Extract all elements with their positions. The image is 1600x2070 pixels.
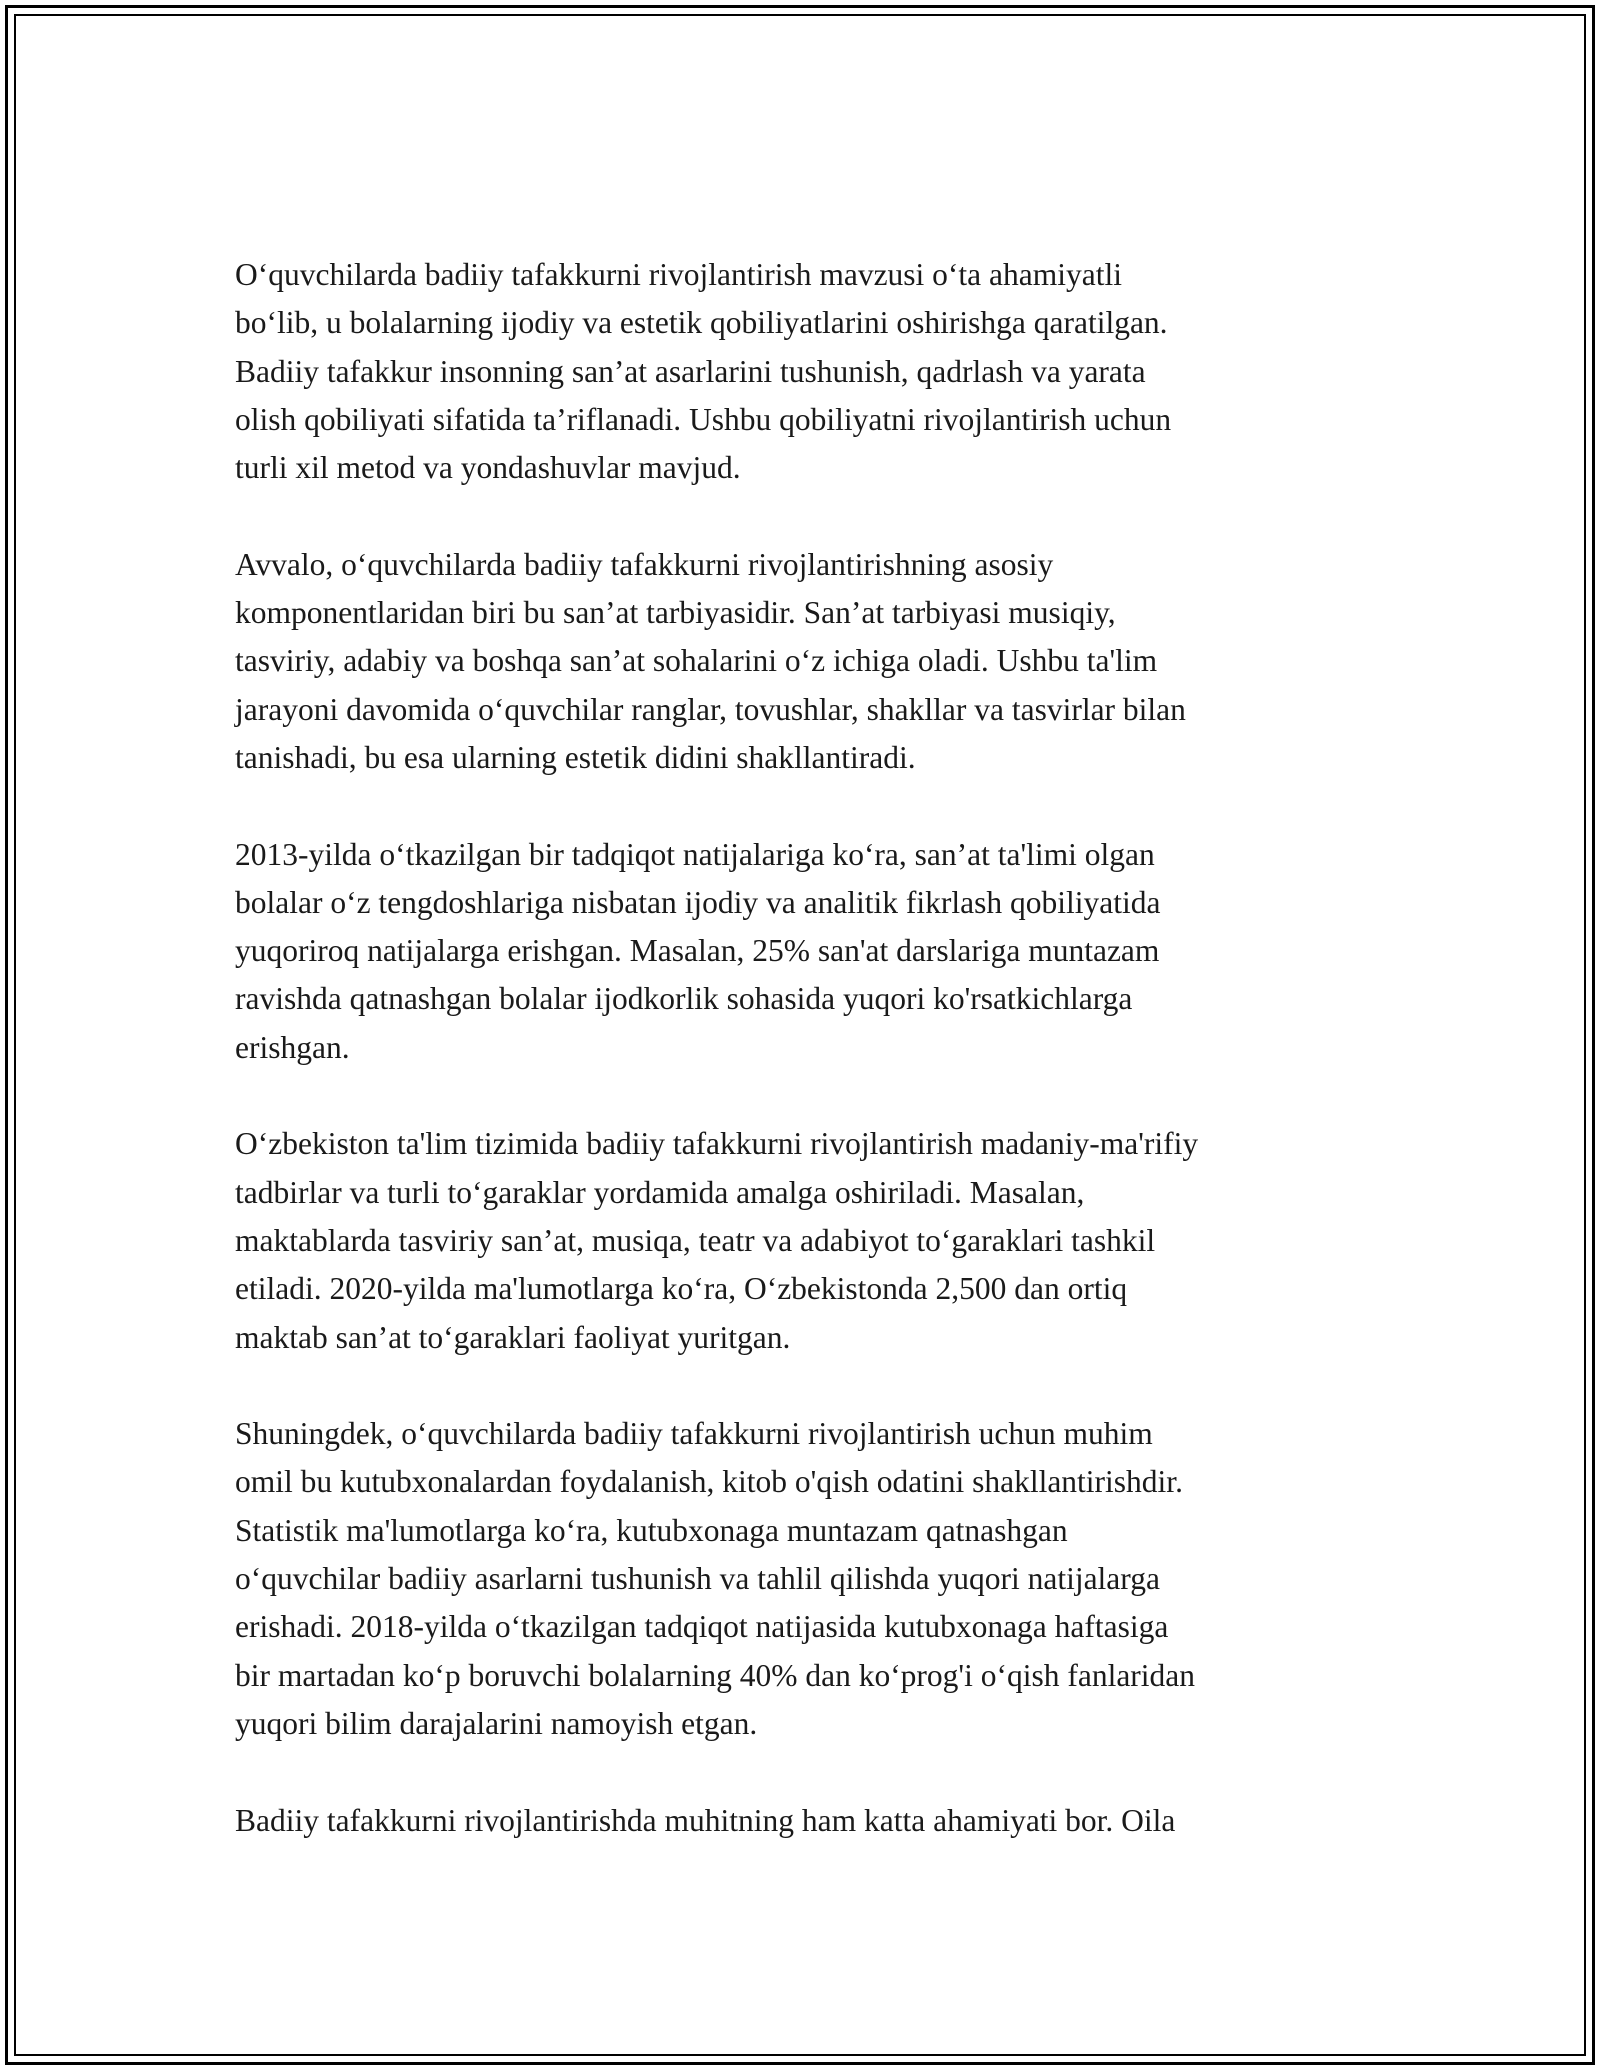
paragraph: Badiiy tafakkurni rivojlantirishda muhitning ham katta ahamiyati bor. Oila <box>235 1802 1176 1838</box>
paragraph: Avvalo, o‘quvchilarda badiiy tafakkurni rivojlantirishning asosiy komponentlaridan biri bu san’at tarbiyasidir. San’at tarbiyasi musiqiy, tasviriy, adabiy va boshqa san’at sohalarini o‘z ichiga oladi. Ushbu ta'lim jarayoni davomida o‘quvchilar ranglar, tovushlar, shakllar va tasvirlar bilan tanishadi, bu esa ularning estetik didini shakllantiradi. <box>235 546 1186 775</box>
paragraph: Shuningdek, o‘quvchilarda badiiy tafakkurni rivojlantirish uchun muhim omil bu kutubxonalardan foydalanish, kitob o'qish odatini shakllantirishdir. Statistik ma'lumotlarga ko‘ra, kutubxonaga muntazam qatnashgan o‘quvchilar badiiy asarlarni tushunish va tahlil qilishda yuqori natijalarga erishadi. 2018-yilda o‘tkazilgan tadqiqot natijasida kutubxonaga haftasiga bir martadan ko‘p boruvchi bolalarning 40% dan ko‘prog'i o‘qish fanlaridan yuqori bilim darajalarini namoyish etgan. <box>235 1416 1196 1741</box>
paragraph: O‘zbekiston ta'lim tizimida badiiy tafakkurni rivojlantirish madaniy-ma'rifiy tadbirlar va turli to‘garaklar yordamida amalga oshiriladi. Masalan, maktablarda tasviriy san’at, musiqa, teatr va adabiyot to‘garaklari tashkil etiladi. 2020-yilda ma'lumotlarga ko‘ra, O‘zbekistonda 2,500 dan ortiq maktab san’at to‘garaklari faoliyat yuritgan. <box>235 1126 1199 1355</box>
document-body <box>235 251 1375 1893</box>
paragraph: O‘quvchilarda badiiy tafakkurni rivojlantirish mavzusi o‘ta ahamiyatli bo‘lib, u bolalarning ijodiy va estetik qobiliyatlarini oshirishga qaratilgan. Badiiy tafakkur insonning san’at asarlarini tushunish, qadrlash va yarata olish qobiliyati sifatida ta’riflanadi. Ushbu qobiliyatni rivojlantirish uchun turli xil metod va yondashuvlar mavjud. <box>235 257 1172 486</box>
paragraph: 2013-yilda o‘tkazilgan bir tadqiqot natijalariga ko‘ra, san’at ta'limi olgan bolalar o‘z tengdoshlariga nisbatan ijodiy va analitik fikrlash qobiliyatida yuqoriroq natijalarga erishgan. Masalan, 25% san'at darslariga muntazam ravishda qatnashgan bolalar ijodkorlik sohasida yuqori ko'rsatkichlarga erishgan. <box>235 836 1161 1065</box>
